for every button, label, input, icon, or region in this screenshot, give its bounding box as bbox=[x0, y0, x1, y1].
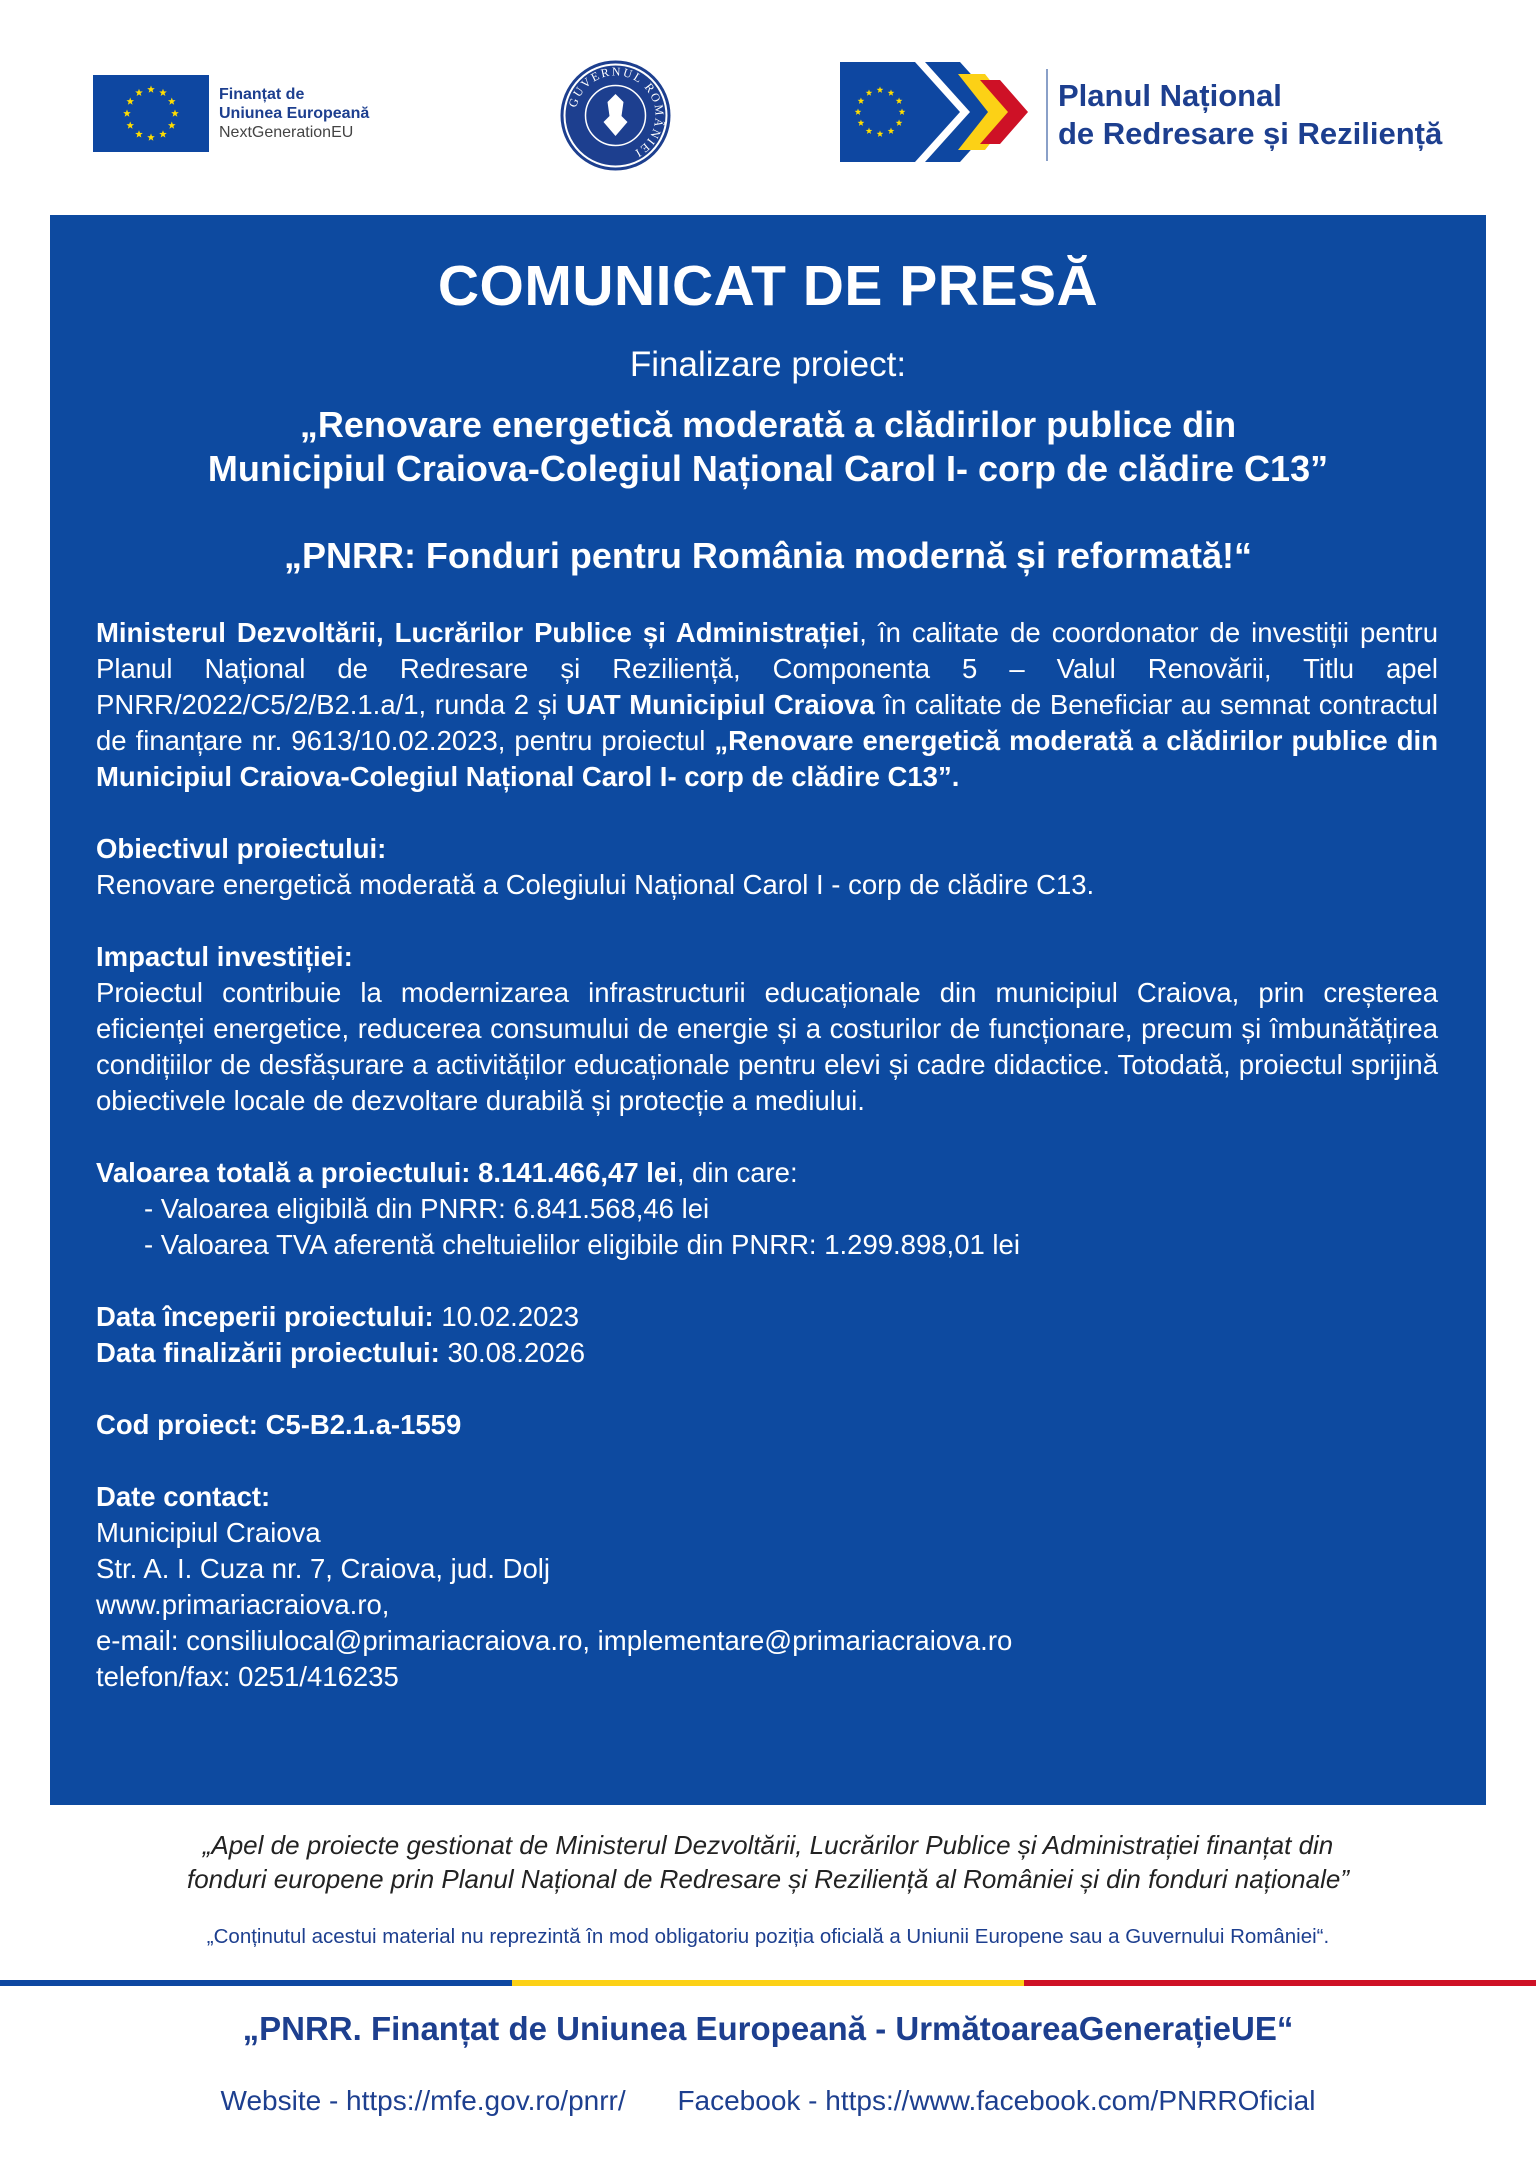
eu-funding-logo bbox=[93, 75, 369, 152]
end-date-value: 30.08.2026 bbox=[439, 1337, 586, 1368]
project-name-bold: „Renovare energetică moderată a clădirilor publice din Municipiul Craiova-Colegiul Național Carol I- corp de clădire C13”. bbox=[96, 725, 1438, 792]
website-link[interactable]: Website - https://mfe.gov.ro/pnrr/ bbox=[220, 2085, 626, 2116]
funding-disclaimer bbox=[40, 1828, 1496, 1896]
eu-flag-icon bbox=[93, 75, 209, 152]
intro-paragraph bbox=[96, 615, 1438, 795]
project-title bbox=[50, 403, 1486, 491]
impact-label: Impactul investiției: bbox=[96, 941, 353, 972]
tricolor-stripe bbox=[0, 1980, 1536, 1986]
start-date-label: Data începerii proiectului: bbox=[96, 1301, 434, 1332]
end-date bbox=[96, 1335, 1438, 1371]
pnrr-line1: Planul Național bbox=[1058, 77, 1282, 113]
contact-line: telefon/fax: 0251/416235 bbox=[96, 1661, 399, 1692]
contact-line[interactable]: e-mail: consiliulocal@primariacraiova.ro, implementare@primariacraiova.ro bbox=[96, 1625, 1013, 1656]
funding-disclaimer-line1: „Apel de proiecte gestionat de Ministerul Dezvoltării, Lucrărilor Publice și Administrației finanțat din bbox=[202, 1830, 1334, 1860]
beneficiary-name: UAT Municipiul Craiova bbox=[566, 689, 875, 720]
pnrr-flag-icon bbox=[840, 62, 1030, 167]
project-title-line1: „Renovare energetică moderată a clădirilor publice din bbox=[299, 404, 1237, 445]
start-date-value: 10.02.2023 bbox=[433, 1301, 579, 1332]
end-date-label: Data finalizării proiectului: bbox=[96, 1337, 440, 1368]
pnrr-logo-text bbox=[1058, 77, 1442, 153]
funding-disclaimer-line2: fonduri europene prin Planul Național de Redresare și Reziliență al României și din fonduri naționale” bbox=[186, 1864, 1349, 1894]
facebook-link[interactable]: Facebook - https://www.facebook.com/PNRROficial bbox=[677, 2085, 1316, 2116]
eu-funding-text bbox=[219, 85, 369, 142]
eu-line1: Finanțat de bbox=[219, 86, 305, 103]
value-item: - Valoarea eligibilă din PNRR: 6.841.568,46 lei bbox=[144, 1193, 710, 1224]
footer-links bbox=[0, 2085, 1536, 2117]
total-value-suffix: , din care: bbox=[676, 1157, 798, 1188]
objective-text: Renovare energetică moderată a Colegiului Național Carol I - corp de clădire C13. bbox=[96, 869, 1095, 900]
official-position-disclaimer: „Conținutul acestui material nu reprezintă în mod obligatoriu poziția oficială a Uniunii Europene sau a Guvernului României“. bbox=[206, 1925, 1330, 1948]
project-code: Cod proiect: C5-B2.1.a-1559 bbox=[96, 1409, 462, 1440]
contact-line: Str. A. I. Cuza nr. 7, Craiova, jud. Dolj bbox=[96, 1553, 550, 1584]
objective-label: Obiectivul proiectului: bbox=[96, 833, 387, 864]
pnrr-slogan: „PNRR: Fonduri pentru România modernă și reformată!“ bbox=[283, 535, 1253, 576]
subtitle: Finalizare proiect: bbox=[629, 345, 907, 384]
eu-line3: NextGenerationEU bbox=[219, 124, 354, 141]
ministry-name: Ministerul Dezvoltării, Lucrărilor Publice și Administrației bbox=[96, 617, 860, 648]
total-value bbox=[96, 1155, 1438, 1191]
project-title-line2: Municipiul Craiova-Colegiul Național Carol I- corp de clădire C13” bbox=[207, 448, 1329, 489]
pnrr-line2: de Redresare și Reziliență bbox=[1058, 115, 1443, 151]
contact-line: Municipiul Craiova bbox=[96, 1517, 321, 1548]
intro-text-2: în calitate de Beneficiar au semnat contractul de finanțare nr. 9613/10.02.2023, pentru proiectul bbox=[96, 689, 1438, 756]
press-release-body bbox=[96, 615, 1438, 1695]
eu-line2: Uniunea Europeană bbox=[219, 105, 370, 122]
impact-text: Proiectul contribuie la modernizarea infrastructurii educaționale din municipiul Craiova, prin creșterea eficienței energetice, reducerea consumului de energie și a costurilor de funcționare, precum și îmbunătățirea condițiilor de desfășurare a activităților educaționale pentru elevi și cadre didactice. Totodată, proiectul sprijină obiectivele locale de dezvoltare durabilă și protecție a mediului. bbox=[96, 977, 1438, 1116]
gov-seal-text: GUVERNUL ROMÂNIEI bbox=[565, 64, 667, 162]
pnrr-divider bbox=[1046, 69, 1048, 161]
value-item: - Valoarea TVA aferentă cheltuielilor eligibile din PNRR: 1.299.898,01 lei bbox=[144, 1229, 1020, 1260]
page-title: COMUNICAT DE PRESĂ bbox=[437, 254, 1099, 318]
footer-slogan: „PNRR. Finanțat de Uniunea Europeană - UrmătoareaGenerațieUE“ bbox=[242, 2010, 1294, 2047]
intro-text-1: , în calitate de coordonator de investiții pentru Planul Național de Redresare și Reziliență, Componenta 5 – Valul Renovării, Titlu apel PNRR/2022/C5/2/B2.1.a/1, runda 2 și bbox=[96, 617, 1438, 720]
header-logos bbox=[0, 0, 1536, 210]
press-release-panel bbox=[50, 215, 1486, 1805]
guvernul-romaniei-seal-icon bbox=[558, 58, 673, 173]
total-value-label: Valoarea totală a proiectului: 8.141.466,47 lei bbox=[96, 1157, 677, 1188]
start-date bbox=[96, 1299, 1438, 1335]
contact-label: Date contact: bbox=[96, 1481, 271, 1512]
pnrr-logo bbox=[840, 62, 1442, 167]
contact-line[interactable]: www.primariacraiova.ro, bbox=[96, 1589, 390, 1620]
